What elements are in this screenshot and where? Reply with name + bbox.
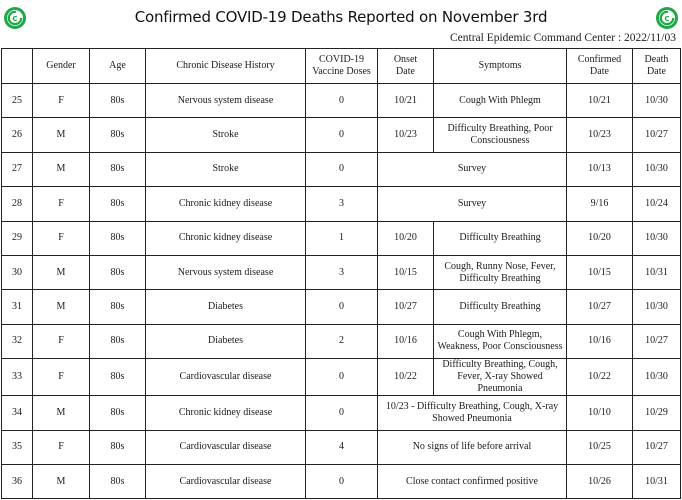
confirmed-date: 10/27: [567, 290, 633, 324]
col-header-confirmed-date: Confirmed Date: [567, 49, 633, 84]
vaccine-doses: 3: [306, 187, 378, 221]
gender: M: [33, 290, 90, 324]
gender: M: [33, 464, 90, 498]
onset-and-symptoms: Survey: [378, 152, 567, 186]
confirmed-date: 10/16: [567, 324, 633, 358]
table-row: [2, 324, 681, 358]
col-header-gender: Gender: [33, 49, 90, 84]
col-header-death-date: Death Date: [633, 49, 681, 84]
death-date: 10/27: [633, 430, 681, 464]
gender: F: [33, 430, 90, 464]
age: 80s: [90, 221, 146, 255]
col-header-chronic-history: Chronic Disease History: [146, 49, 306, 84]
death-date: 10/24: [633, 187, 681, 221]
vaccine-doses: 0: [306, 290, 378, 324]
table-row: [2, 359, 681, 396]
death-date: 10/30: [633, 221, 681, 255]
col-header-age: Age: [90, 49, 146, 84]
death-date: 10/31: [633, 255, 681, 289]
case-number: 32: [2, 324, 33, 358]
table-row: [2, 464, 681, 498]
table-row: [2, 290, 681, 324]
onset-and-symptoms: Close contact confirmed positive: [378, 464, 567, 498]
svg-text:C: C: [12, 14, 18, 23]
age: 80s: [90, 396, 146, 430]
death-date: 10/31: [633, 464, 681, 498]
age: 80s: [90, 464, 146, 498]
symptoms: Difficulty Breathing, Poor Consciousness: [434, 118, 567, 152]
page-title: Confirmed COVID-19 Deaths Reported on November 3rd: [134, 8, 548, 26]
chronic-history: Chronic kidney disease: [146, 187, 306, 221]
age: 80s: [90, 152, 146, 186]
onset-date: 10/22: [378, 359, 434, 396]
table-row: [2, 396, 681, 430]
confirmed-date: 10/15: [567, 255, 633, 289]
gender: M: [33, 396, 90, 430]
confirmed-date: 10/13: [567, 152, 633, 186]
col-header-number: [2, 49, 33, 84]
age: 80s: [90, 255, 146, 289]
confirmed-date: 10/26: [567, 464, 633, 498]
gender: F: [33, 187, 90, 221]
table-row: [2, 187, 681, 221]
chronic-history: Cardiovascular disease: [146, 359, 306, 396]
age: 80s: [90, 84, 146, 118]
vaccine-doses: 2: [306, 324, 378, 358]
case-number: 36: [2, 464, 33, 498]
vaccine-doses: 0: [306, 359, 378, 396]
gender: M: [33, 152, 90, 186]
age: 80s: [90, 359, 146, 396]
death-date: 10/29: [633, 396, 681, 430]
confirmed-date: 10/21: [567, 84, 633, 118]
deaths-table: [1, 48, 681, 499]
chronic-history: Chronic kidney disease: [146, 396, 306, 430]
gender: M: [33, 255, 90, 289]
table-header-row: [2, 49, 681, 84]
case-number: 29: [2, 221, 33, 255]
vaccine-doses: 4: [306, 430, 378, 464]
death-date: 10/27: [633, 118, 681, 152]
death-date: 10/30: [633, 359, 681, 396]
symptoms: Difficulty Breathing, Cough, Fever, X-ray Showed Pneumonia: [434, 359, 567, 396]
source-date: Central Epidemic Command Center : 2022/11/03: [449, 32, 676, 44]
chronic-history: Diabetes: [146, 290, 306, 324]
symptoms: Difficulty Breathing: [434, 221, 567, 255]
onset-date: 10/23: [378, 118, 434, 152]
table-row: [2, 255, 681, 289]
onset-date: 10/21: [378, 84, 434, 118]
death-date: 10/30: [633, 152, 681, 186]
col-header-symptoms: Symptoms: [434, 49, 567, 84]
age: 80s: [90, 324, 146, 358]
confirmed-date: 10/25: [567, 430, 633, 464]
chronic-history: Nervous system disease: [146, 84, 306, 118]
vaccine-doses: 0: [306, 464, 378, 498]
vaccine-doses: 0: [306, 84, 378, 118]
symptoms: Difficulty Breathing: [434, 290, 567, 324]
age: 80s: [90, 430, 146, 464]
onset-date: 10/15: [378, 255, 434, 289]
death-date: 10/27: [633, 324, 681, 358]
case-number: 35: [2, 430, 33, 464]
case-number: 26: [2, 118, 33, 152]
onset-date: 10/20: [378, 221, 434, 255]
case-number: 31: [2, 290, 33, 324]
gender: F: [33, 221, 90, 255]
confirmed-date: 10/23: [567, 118, 633, 152]
onset-and-symptoms: No signs of life before arrival: [378, 430, 567, 464]
case-number: 33: [2, 359, 33, 396]
symptoms: Cough With Phlegm: [434, 84, 567, 118]
symptoms: Cough With Phlegm, Weakness, Poor Consciousness: [434, 324, 567, 358]
onset-and-symptoms: 10/23 - Difficulty Breathing, Cough, X-ray Showed Pneumonia: [378, 396, 567, 430]
vaccine-doses: 1: [306, 221, 378, 255]
chronic-history: Cardiovascular disease: [146, 430, 306, 464]
age: 80s: [90, 118, 146, 152]
age: 80s: [90, 290, 146, 324]
vaccine-doses: 0: [306, 396, 378, 430]
chronic-history: Nervous system disease: [146, 255, 306, 289]
col-header-onset-date: Onset Date: [378, 49, 434, 84]
table-row: [2, 430, 681, 464]
confirmed-date: 10/10: [567, 396, 633, 430]
vaccine-doses: 0: [306, 152, 378, 186]
confirmed-date: 10/20: [567, 221, 633, 255]
gender: F: [33, 84, 90, 118]
gender: F: [33, 324, 90, 358]
gender: M: [33, 118, 90, 152]
chronic-history: Chronic kidney disease: [146, 221, 306, 255]
table-row: [2, 152, 681, 186]
onset-date: 10/16: [378, 324, 434, 358]
case-number: 25: [2, 84, 33, 118]
onset-and-symptoms: Survey: [378, 187, 567, 221]
chronic-history: Cardiovascular disease: [146, 464, 306, 498]
chronic-history: Diabetes: [146, 324, 306, 358]
gender: F: [33, 359, 90, 396]
table-row: [2, 118, 681, 152]
case-number: 30: [2, 255, 33, 289]
age: 80s: [90, 187, 146, 221]
vaccine-doses: 3: [306, 255, 378, 289]
onset-date: 10/27: [378, 290, 434, 324]
confirmed-date: 10/22: [567, 359, 633, 396]
symptoms: Cough, Runny Nose, Fever, Difficulty Breathing: [434, 255, 567, 289]
case-number: 34: [2, 396, 33, 430]
table-row: [2, 221, 681, 255]
death-date: 10/30: [633, 290, 681, 324]
confirmed-date: 9/16: [567, 187, 633, 221]
chronic-history: Stroke: [146, 152, 306, 186]
chronic-history: Stroke: [146, 118, 306, 152]
case-number: 28: [2, 187, 33, 221]
death-date: 10/30: [633, 84, 681, 118]
case-number: 27: [2, 152, 33, 186]
vaccine-doses: 0: [306, 118, 378, 152]
col-header-vaccine-doses: COVID-19 Vaccine Doses: [306, 49, 378, 84]
svg-text:C: C: [664, 14, 670, 23]
table-row: [2, 84, 681, 118]
